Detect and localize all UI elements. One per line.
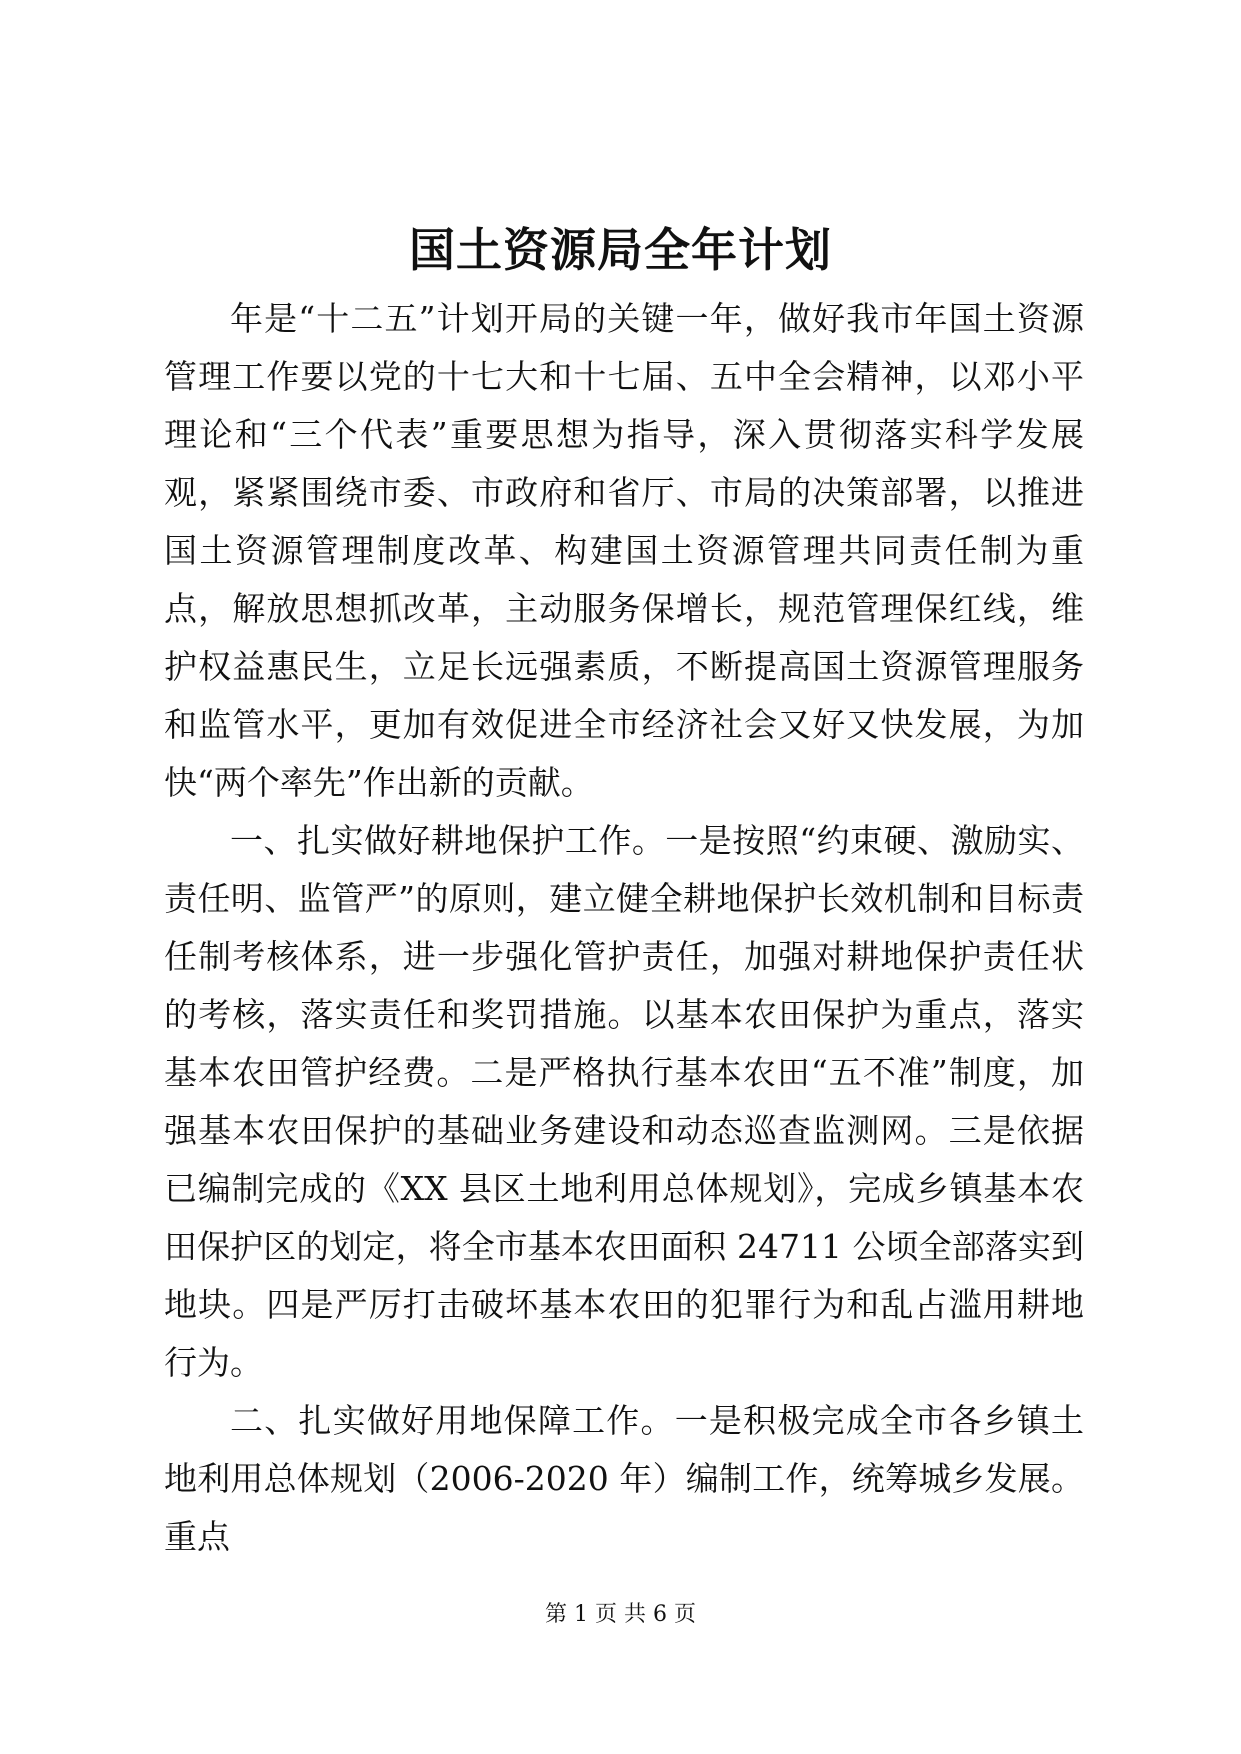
document-body — [164, 290, 1084, 1566]
paragraph-section-1: 一、扎实做好耕地保护工作。一是按照“约束硬、激励实、责任明、监管严”的原则，建立健全耕地保护长效机制和目标责任制考核体系，进一步强化管护责任，加强对耕地保护责任状的考核，落实责任和奖罚措施。以基本农田保护为重点，落实基本农田管护经费。二是严格执行基本农田“五不准”制度，加强基本农田保护的基础业务建设和动态巡查监测网。三是依据已编制完成的《XX 县区土地利用总体规划》，完成乡镇基本农田保护区的划定，将全市基本农田面积 24711 公顷全部落实到地块。四是严厉打击破坏基本农田的犯罪行为和乱占滥用耕地行为。 — [164, 821, 1084, 1382]
page-footer: 第 1 页 共 6 页 — [545, 1602, 696, 1627]
document-title: 国土资源局全年计划 — [409, 223, 832, 277]
paragraph-section-2: 二、扎实做好用地保障工作。一是积极完成全市各乡镇土地利用总体规划（2006-2020 年）编制工作，统筹城乡发展。重点 — [164, 1401, 1084, 1556]
paragraph-intro: 年是“十二五”计划开局的关键一年，做好我市年国土资源管理工作要以党的十七大和十七届、五中全会精神，以邓小平理论和“三个代表”重要思想为指导，深入贯彻落实科学发展观，紧紧围绕市委、市政府和省厅、市局的决策部署，以推进国土资源管理制度改革、构建国土资源管理共同责任制为重点，解放思想抓改革，主动服务保增长，规范管理保红线，维护权益惠民生，立足长远强素质，不断提高国土资源管理服务和监管水平，更加有效促进全市经济社会又好又快发展，为加快“两个率先”作出新的贡献。 — [164, 299, 1084, 802]
